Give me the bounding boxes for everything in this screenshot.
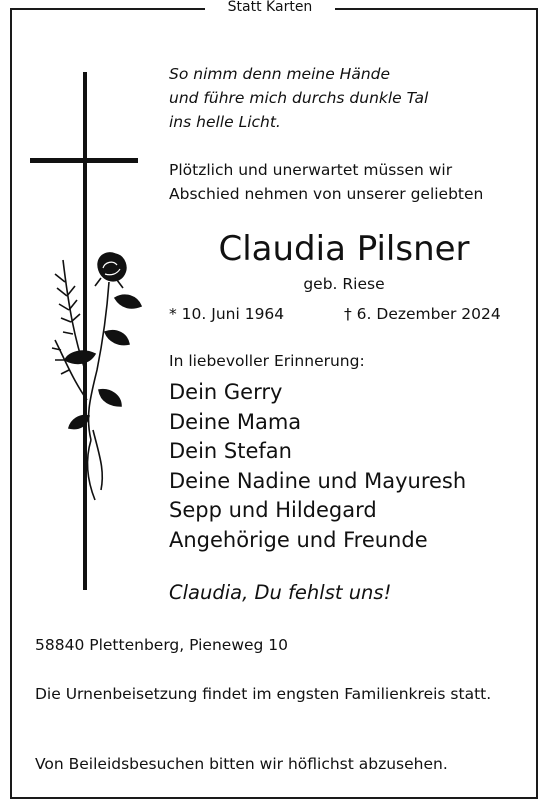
urn-notice: Die Urnenbeisetzung findet im engsten Familienkreis statt.	[35, 685, 492, 703]
maiden-name: geb. Riese	[303, 275, 385, 293]
intro-text	[169, 158, 483, 206]
mourners-list	[169, 378, 466, 555]
verse-line: So nimm denn meine Hände	[169, 65, 391, 83]
closing-line: Claudia, Du fehlst uns!	[169, 581, 392, 604]
list-item: Sepp und Hildegard	[169, 498, 377, 522]
condolence-notice: Von Beileidsbesuchen bitten wir höflichst abzusehen.	[35, 755, 448, 773]
header-label: Statt Karten	[205, 0, 335, 17]
rose-icon	[52, 253, 141, 500]
address: 58840 Plettenberg, Pieneweg 10	[35, 636, 289, 654]
memory-label: In liebevoller Erinnerung:	[169, 352, 365, 370]
list-item: Deine Nadine und Mayuresh	[169, 468, 467, 493]
intro-line: Abschied nehmen von unserer geliebten	[169, 185, 484, 203]
list-item: Deine Mama	[169, 409, 302, 434]
list-item: Dein Stefan	[169, 439, 292, 463]
death-date: † 6. Dezember 2024	[344, 305, 501, 323]
verse-line: und führe mich durchs dunkle Tal	[169, 89, 429, 107]
deceased-name: Claudia Pilsner	[218, 229, 470, 269]
cross-icon	[25, 70, 145, 590]
list-item: Dein Gerry	[169, 380, 283, 404]
birth-date: * 10. Juni 1964	[169, 305, 285, 323]
verse-line: ins helle Licht.	[169, 113, 281, 131]
list-item: Angehörige und Freunde	[169, 527, 428, 552]
verse	[169, 62, 428, 134]
intro-line: Plötzlich und unerwartet müssen wir	[169, 161, 453, 179]
